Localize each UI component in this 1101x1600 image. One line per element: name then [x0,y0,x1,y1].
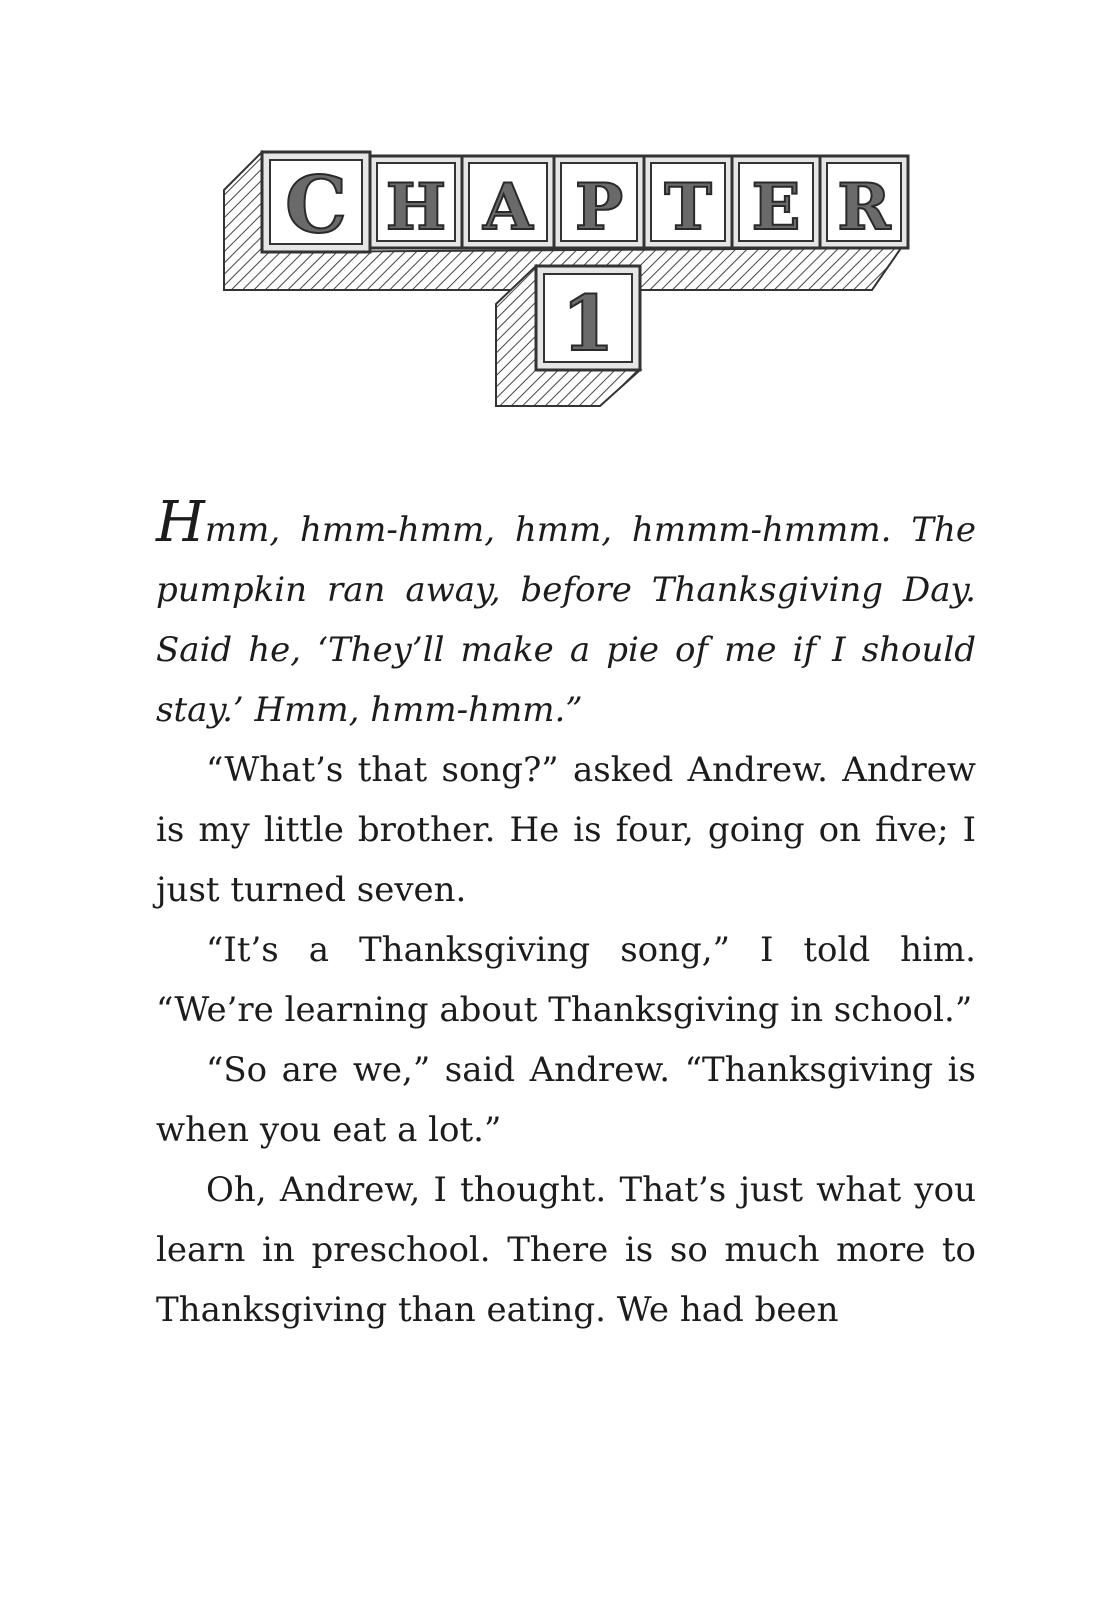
song-lyrics: mm, hmm-hmm, hmm, hmmm-hmmm. The pumpkin ran away, before Thanksgiving Day. Said he, ‘They’ll make a pie of me if I should stay.’ Hmm, hmm-hmm.” [156,510,976,730]
chapter-letter-h: H [385,170,447,245]
chapter-letter-p: P [574,170,624,245]
chapter-letter-a: A [483,170,533,245]
paragraph-2: “It’s a Thanksgiving song,” I told him. “We’re learning about Thanksgiving in school.” [156,930,976,1030]
chapter-text [156,490,976,1340]
chapter-letter-t: T [664,170,712,245]
chapter-heading-art [0,0,1101,440]
paragraph-1: “What’s that song?” asked Andrew. Andrew is my little brother. He is four, going on five; I just turned seven. [156,750,976,910]
paragraph-3: “So are we,” said Andrew. “Thanksgiving is when you eat a lot.” [156,1050,976,1150]
chapter-number: 1 [561,279,615,368]
chapter-letter-c: C [284,160,348,251]
song-paragraph [156,490,976,740]
chapter-letter-e: E [751,170,801,245]
paragraph-4: Oh, Andrew, I thought. That’s just what you learn in preschool. There is so much more to Thanksgiving than eating. We had been [156,1170,976,1330]
drop-cap: H [156,490,205,555]
chapter-letter-r: R [837,170,891,245]
